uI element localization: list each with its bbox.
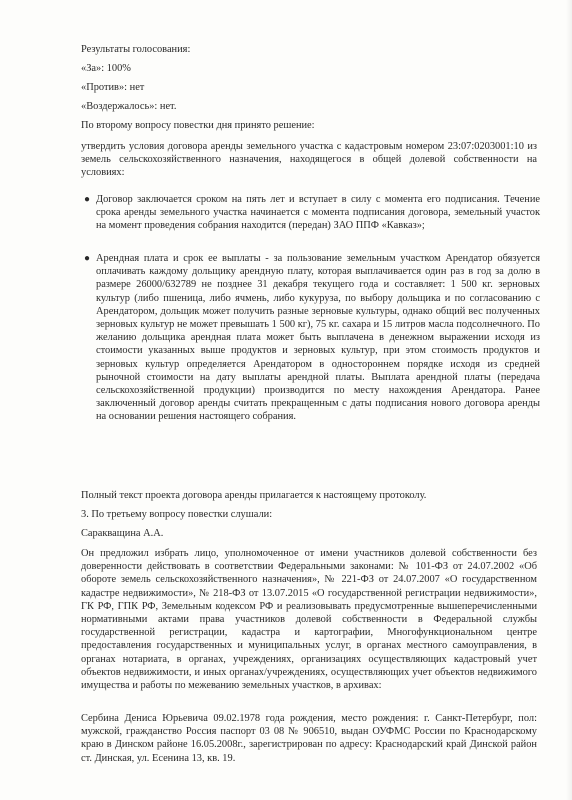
candidate-details: Сербина Дениса Юрьевича 09.02.1978 года рождения, место рождения: г. Санкт-Петербург, пол: мужской, гражданство Россия паспорт 03 08 № 906510, выдан ОУФМС России по Краснодарскому краю в Динском районе 16.05.2008г., зарегистрирован по адресу: Краснодарский край Динской район ст. Динская, ул. Есенина 13, кв. 19. (81, 713, 537, 764)
lease-term-text: Договор заключается сроком на пять лет и вступает в силу с момента его подписания. Течение срока аренды земельного участка начинается с момента подписания договора, земельный участок на момент проведения собрания находится (передан) ЗАО ППФ «Кавказ»; (96, 194, 540, 232)
q3-heading: 3. По третьему вопросу повестки слушали: (81, 509, 273, 520)
vote-against: «Против»: нет (81, 82, 145, 93)
bullet-icon: ● (84, 253, 91, 264)
voting-results-header: Результаты голосования: (81, 44, 191, 55)
q2-intro: По второму вопросу повестки дня принято решение: (81, 120, 315, 131)
scan-shadow (566, 0, 572, 800)
list-item (84, 193, 540, 233)
list-item (84, 252, 540, 424)
rent-payment-text: Арендная плата и срок ее выплаты - за пользование земельным участком Арендатор обязуется оплачивать каждому дольщику арендную плату, которая выплачивается один раз в год за долю в размере 26000/632789 не позднее 31 декабря текущего года и составляет: 1 500 кг. зерновых культур (либо пшеница, либо ячмень, либо кукуруза, по выбору дольщика и по согласованию с Арендатором, дольщик может получить разные зерновые культуры, однако общий вес полученных зерновых культур не может превышать 1 500 кг), 75 кг. сахара и 15 литров масла подсолнечного. По желанию дольщика арендная плата может быть выплачена в денежном выражении исходя из стоимости указанных выше продуктов и зерновых культур, при этом стоимость продуктов и зерновых культур определяется Арендатором в одностороннем порядке исходя из средней рыночной стоимости на дату выплаты арендной платы. Выплата арендной платы (передача сельскохозяйственной продукции) производится по месту нахождения Арендатора. Ранее заключенный договор аренды считать прекращенным с даты подписания нового договора аренды на основании решения настоящего собрания. (96, 253, 540, 423)
vote-abstain: «Воздержалось»: нет. (81, 101, 177, 112)
attachment-note: Полный текст проекта договора аренды прилагается к настоящему протоколу. (81, 490, 427, 501)
vote-for: «За»: 100% (81, 63, 131, 74)
bullet-icon: ● (84, 194, 91, 205)
speaker-name: Саракващина А.А. (81, 528, 164, 539)
q3-proposal: Он предложил избрать лицо, уполномоченное от имени участников долевой собственности без доверенности действовать в соответствии Федеральными законами: № 101-ФЗ от 24.07.2002 «Об обороте земель сельскохозяйственного назначения», № 221-ФЗ от 24.07.2007 «О государственном кадастре недвижимости», № 218-ФЗ от 13.07.2015 «О государственной регистрации недвижимости», ГК РФ, ГПК РФ, Земельным кодексом РФ и реализовывать предусмотренные вышеперечисленными нормативными актами права участников долевой собственности в Федеральной службы государственной регистрации, кадастра и картографии, Многофункциональном центре предоставления государственных и муниципальных услуг, в органах местного самоуправления, в органах нотариата, в органах, учреждениях, организациях осуществляющих кадастровый учет объектов недвижимости, и иных органах/учреждениях, осуществляющих учет объектов недвижимого имущества и работы по межеванию земельных участков, в архивах: (81, 548, 537, 692)
q2-decision: утвердить условия договора аренды земельного участка с кадастровым номером 23:07:0203001:10 из земель сельскохозяйственного назначения, находящегося в общей долевой собственности на условиях: (81, 141, 537, 179)
